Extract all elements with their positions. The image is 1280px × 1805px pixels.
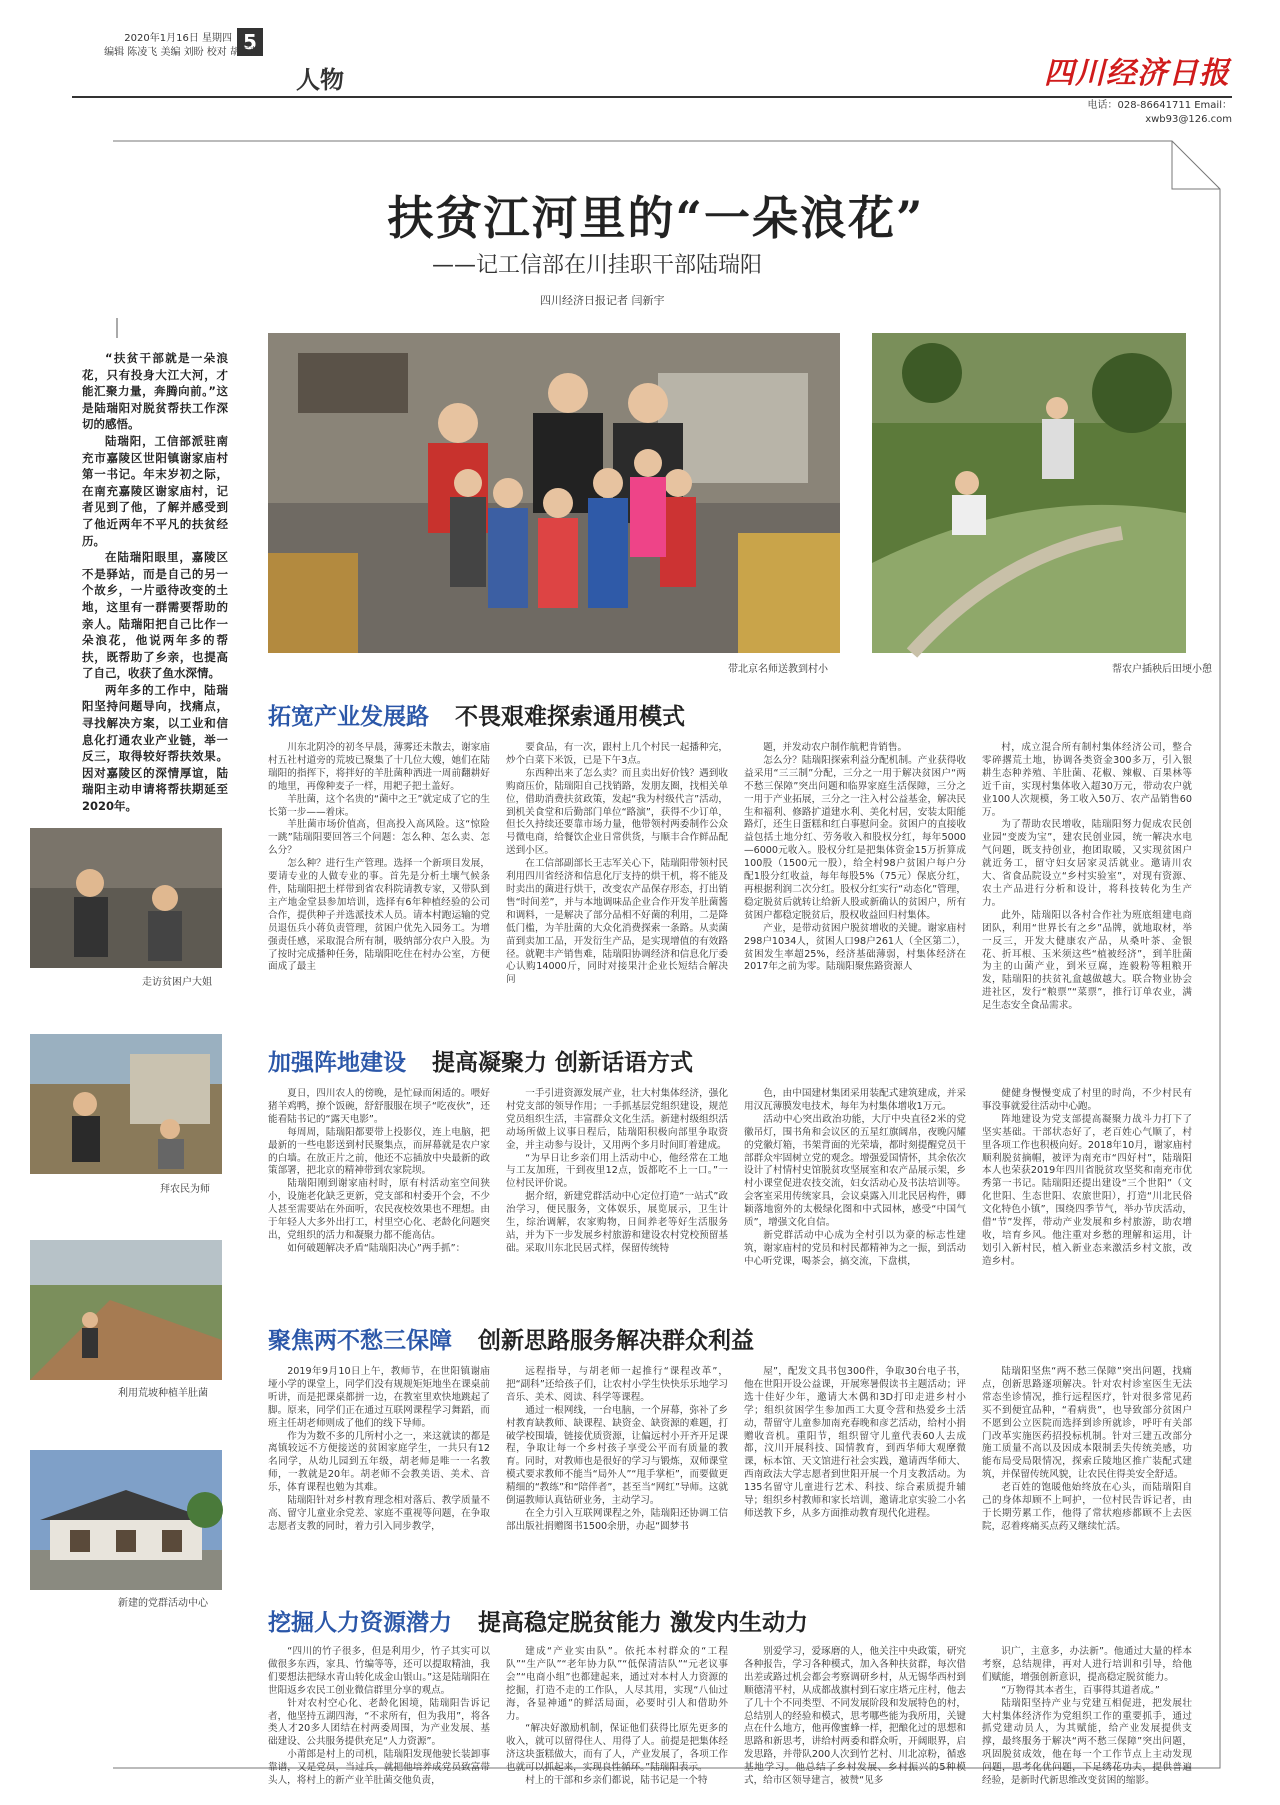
section-2-col-2	[506, 1088, 728, 1310]
section-3-head-secondary: 创新思路服务解决群众利益	[478, 1327, 754, 1354]
section-4-col-1	[268, 1646, 490, 1787]
header-rule	[72, 96, 1232, 98]
s1c3-p1: 题，并发动农户制作航粑肯销售。	[763, 742, 908, 753]
section-1-col-4	[982, 742, 1192, 1032]
lead-p1: “扶贫干部就是一朵浪花，只有投身大江大河，才能汇聚力量，奔腾向前。”这是陆瑞阳对脱贫帮扶工作深切的感悟。	[82, 351, 228, 432]
s2c2-p3: 据介绍，新建党群活动中心定位打造“一站式”政治学习，便民服务，文体娱乐，展览展示，卫生计生，综治调解，农家购物，日间养老等好生活服务站，并为下一步发展乡村旅游和建设农村党校预留基础。采取川东北民居式样，保留传统特	[506, 1191, 728, 1254]
lead-p2: 陆瑞阳，工信部派驻南充市嘉陵区世阳镇谢家庙村第一书记。年末岁初之际，在南充嘉陵区谢家庙村，记者见到了他，了解并感受到了他近两年不平凡的扶贫经历。	[82, 433, 228, 548]
s2c3-p1: 色，由中国建材集团采用装配式建筑建成，并采用汉瓦薄膜发电技术，每年为村集体增收1万元。	[744, 1088, 966, 1112]
s4c4-p1: 识广，主意多，办法新”。他通过大量的样本考察，总结规律，再对人进行培训和引导，给他们赋能，增强创新意识，提高稳定脱贫能力。	[982, 1646, 1192, 1683]
s1c2-p2: 东西种出来了怎么卖？而且卖出好价钱？遇到收购商压价，陆瑞阳自己找销路，发朋友圈，找相关单位，借助消费扶贫政策，发起“我为村级代言”活动，到机关食堂和后勤部门单位“路演”，获得不少订单，但长久持续还要靠市场力量，他带领村两委制作公众号微电商，给餐饮企业日常供货，与顺丰合作鲜品配送到小区。	[506, 767, 728, 857]
s4c2-p2: “解决好激励机制，保证他们获得比原先更多的收入，就可以留得住人、用得了人。前提是把集体经济这块蛋糕做大，而有了人，产业发展了，各项工作也就可以抓起来，实现良性循环。”陆瑞阳表示。	[506, 1723, 728, 1774]
article-title: 扶贫江河里的“一朵浪花”	[387, 191, 925, 245]
section-4-col-4	[982, 1646, 1192, 1787]
byline: 四川经济日报记者 闫新宇	[540, 294, 665, 307]
section-3-col-3	[744, 1366, 966, 1592]
section-1-col-3	[744, 742, 966, 1032]
s1c2-p3: 在工信部副部长王志军关心下，陆瑞阳带领村民利用四川省经济和信息化厅支持的烘干机，将不能及时卖出的菌进行烘干，改变农产品保存形态，打出销售“时间差”，并与本地调味品企业合作开发羊肚菌酱和调料，一是解决了部分品相不好菌的利用，二是降低门槛，为羊肚菌的大众化消费探索一条路。从卖菌苗到卖加工品，开发衍生产品，是实现增值的有效路径。就靶丰产销售难，陆瑞阳协调经济和信息化厅委心认购14000斤，同时对接果汁企业长短结合解决问	[506, 858, 728, 986]
section-3-heading	[268, 1322, 754, 1355]
s3c4-p1: 陆瑞阳坚焦“两不愁三保障”突出问题，找痛点，创新思路逐项解决。针对农村诊室医生无法常态坐诊情况，推行远程医疗，针对很多常见药买不到便宜品种，“看病贵”，也导致部分贫困户不愿到公立医院而选择到诊所就诊，呼吁有关部门改革实施医药招投标机制。针对三建五改部分施工质量不高以及因成本限制丢失传统美感，功能布局受局限情况，探索丘陵地区推广装配式建筑，并保留传统风貌，让农民住得美安全舒适。	[982, 1366, 1192, 1481]
s3c2-p1: 远程指导，与胡老师一起推行“课程改革”，把“副科”还给孩子们，让农村小学生快快乐乐地学习音乐、美术、阅读、科学等课程。	[506, 1366, 728, 1403]
s3c2-p2: 通过一根网线，一台电脑，一个屏幕，弥补了乡村教育缺教师、缺课程、缺资金、缺资源的难题，打破学校围墙，链接优质资源，让偏远村小开齐开足课程，争取让每一个乡村孩子享受公平而有质量的教育。同时，对教师也是很好的学习与锻炼，双师课堂模式要求教师不能当“局外人”“甩手掌柜”，而要做更精细的“教练”和“陪伴者”，甚至当“网红”导师。这就倒逼教师认真钻研业务，主动学习。	[506, 1404, 728, 1507]
section-3-col-2	[506, 1366, 728, 1592]
date-line: 2020年1月16日 星期四	[124, 33, 232, 44]
contact-line: 电话：028-86641711 Email：xwb93@126.com	[1087, 100, 1232, 125]
side-photo-4-caption: 新建的党群活动中心	[118, 1598, 208, 1609]
side-photo-2	[30, 1034, 222, 1174]
main-photo	[268, 333, 840, 653]
s4c2-p1: 建成“产业实由队”。依托本村群众的“工程队”“生产队”“老年协力队”“低保清洁队”“元老议事会”“电商小组”也都建起来，通过对本村人力资源的挖掘，打造不走的工作队，人尽其用，实现“八仙过海，各显神通”的鲜活局面，必要时引人和借助外力。	[506, 1646, 728, 1722]
section-2-col-1	[268, 1088, 490, 1310]
side-photo-2-caption: 拜农民为师	[160, 1184, 210, 1195]
s4c1-p3: 小莆郎是村上的司机，陆瑞阳发现他驶长装卸事靠谱，又是党员，当过兵，就把他培养成党员致富带头人，将村上的新产业羊肚菌交他负责，	[268, 1749, 490, 1787]
section-2-col-4	[982, 1088, 1192, 1310]
masthead: 四川经济日报	[1044, 56, 1230, 91]
s1c1-p2: 羊肚菌，这个名贵的“菌中之王”就定成了它的生长第一步——着床。	[268, 793, 490, 818]
side-photo-1-caption: 走访贫困户大姐	[142, 977, 212, 988]
s2c2-p1: 一手引进资源发展产业，壮大村集体经济，强化村党支部的领导作用；一手抓基层党组织建设，规范党员组织生活，丰富群众文化生活。新建村级组织活动场所做上议事日程后，陆瑞阳积极向部里争取资金，并主动参与设计，又用两个多月时间盯着建成。	[506, 1088, 728, 1151]
section-4-head-primary: 挖掘人力资源潜力	[268, 1609, 452, 1636]
s2c3-p2: 活动中心突出政治功能，大厅中央直径2米的党徽吊灯，围书角和会议区的五星红旗阔帛，夜晚闪耀的党徽灯箱，书架背面的光荣墙，都时刻提醒党员干部群众牢固树立党的观念。增强爱国情怀，其余依次设计了村情村史馆脱贫攻坚展室和农产品展示架，乡村小课堂促进农技交流，妇女活动心及书法培训等。会客室采用传统家具，会议桌露入川北民居构件，卿颖落地窗外的太极绿化图和中式园林，感受“中国气质”，增强文化自信。	[744, 1113, 966, 1229]
s1c1-p1: 川东北阴冷的初冬早晨，薄雾还未散去，谢家庙村五社村道旁的荒坡已聚集了十几位大嫂，她们在陆瑞阳的指挥下，将拌好的羊肚菌种洒进一周前翻耕好的地里，再像种麦子一样，用耙子把土盖好。	[268, 742, 490, 792]
side-photo-4	[30, 1450, 222, 1590]
lead-marker-icon	[112, 318, 122, 338]
s3c1-p3: 陆瑞阳针对乡村教育理念相对落后、教学质量不高、留守儿童业余党差、家庭不重视等问题，在争取志愿者支教的同时，着力引入同步教学，	[268, 1495, 490, 1532]
s2c1-p4: 如何破题解决矛盾“陆瑞阳决心”两手抓”：	[287, 1242, 466, 1254]
section-4-heading	[268, 1604, 808, 1637]
section-3-head-primary: 聚焦两不愁三保障	[268, 1327, 452, 1354]
s2c4-p2: 阵地建设为党支部提高凝聚力战斗力打下了坚实基础。干部状态好了，老百姓心气顺了，村里各项工作也积极向好。2018年10月，谢家庙村顺利脱贫摘帽，被评为南充市“四好村”，陆瑞阳本人也荣获2019年四川省脱贫攻坚奖和南充市优秀第一书记。陆瑞阳还提出建设“三个世阳”（文化世阳、生态世阳、农旅世阳），打造“川北民俗文化特色小镇”，围绕四季节气，举办节庆活动，借“节”发挥，带动产业发展和乡村旅游，助农增收，培育乡风。他注重对乡愁的理解和运用，计划引入新村民，植入新业态来激活乡村文旅，改造乡村。	[982, 1113, 1192, 1267]
article-subtitle: ——记工信部在川挂职干部陆瑞阳	[432, 253, 763, 278]
editors-line: 编辑 陈凌飞 美编 刘盼 校对 胡玉萍	[104, 47, 260, 58]
s4c1-p1: “四川的竹子很多，但是利用少，竹子其实可以做很多东西，家具、竹编等等，还可以提取精油，我们要想法把绿水青山转化成金山银山。”这是陆瑞阳在世阳返乡农民工创业微信群里分享的观点。	[268, 1646, 490, 1696]
section-1-head-secondary: 不畏艰难探索通用模式	[455, 703, 685, 730]
s3c4-p2: 老百姓的饱暖他始终放在心头，而陆瑞阳自己的身体却顾不上呵护，一位村民告诉记者，由于长期劳累工作，他得了常状疱疹都顾不上去医院，忍着疼痛买点药又继续忙活。	[982, 1482, 1192, 1532]
section-3-col-4	[982, 1366, 1192, 1592]
s4c2-p3: 村上的干部和乡亲们都说，陆书记是一个特	[525, 1775, 708, 1787]
side-photo-3-caption: 利用荒坡种植羊肚菌	[118, 1388, 208, 1399]
s1c3-p2: 怎么分？陆瑞阳探索利益分配机制。产业获得收益采用“三三制”分配，三分之一用于解决贫困户“两不愁三保障”突出问题和临界家庭生活保障，三分之一用于产业拓展，三分之一注入村公益基金，解决民生和福利、修路扩道建水利、美化村居，安装太阳能路灯，还生日蛋糕和红白事慰问金。贫困户的直接收益包括土地分红、劳务收入和股权分红，每年5000—6000元收入。股权分红是把集体资金15万折算成100股（1500元一股），给全村98户贫困户每户分配1股分红收益，每年每股5%（75元）保底分红，再根据利润二次分红。股权分红实行“动态化”管理，稳定脱贫后就转让给新人股或新确认的贫困户，所有贫困户都稳定脱贫后，股权收益回归村集体。	[744, 754, 966, 921]
s4c3-p1: 别爱学习，爱琢磨的人，他关注中央政策，研究各种报告，学习各种模式，加入各种扶贫群，每次借出差或路过机会都会考察调研乡村，从无锡华西村到顺德清平村，从成都战旗村到石家庄塔元庄村，他去了几十个不同类型、不同发展阶段和发展特色的村，总结别人的经验和模式，思考哪些能为我所用，关键点在什么地方，他再像蜜蜂一样，把酿化过的思想和思路和新思考，讲给村两委和群众听，开阔眼界，启发思路，并带队200人次到竹艺村、川北凉粉，循惑基地学习。他总结了乡村发展、乡村振兴的5种模式，给市区领导建言，被赞“见多	[744, 1646, 966, 1787]
section-1-col-1	[268, 742, 490, 1032]
s1c1-p4: 怎么种？进行生产管理。选择一个新项目发展，要请专业的人做专业的事。首先是分析土壤气候条件，陆瑞阳把土样带到省农科院请教专家，又带队到主产地金堂县参加培训，选择有6年种植经验的公司合作，提供种子并选派技术人员。请本村跑运输的党员退伍兵小蒋负责管理，贫困户优先入园务工。为增强责任感，采取混合所有制，吸纳部分农户入股。为了按时完成播种任务，陆瑞阳吃住在村办公室，方便面成了最主	[268, 858, 490, 973]
s3c3-p1: 屋”，配发文具书包300件，争取30台电子书，他在世阳开设公益课，开展寒暑假读书主题活动；评选十佳好少年，邀请大木偶和3D打印走进乡村小学；组织贫困学生参加西工大夏令营和热爱乡土活动，帮留守儿童参加南充春晚和彦艺活动，给村小捐赠收音机。重阳节，组织留守儿童代表60人去成都，汶川开展科技、国情教育，到西华师大观摩微课，标本馆、天文馆进行社会实践，邀请西华师大、西南政法大学志愿者到世阳开展一个月支教活动。为135名留守儿童进行艺术、科技、综合素质提升辅导；组织乡村教师和家长培训，邀请北京实验二小名师送教下乡，从多方面推动教育现代化进程。	[744, 1366, 966, 1519]
s3c1-p2: 作为为数不多的几所村小之一，来这就读的都是离镇较远不方便接送的贫困家庭学生，一共只有12名同学，从幼儿园到五年级，胡老师是唯一一名教师，一教就是20年。胡老师不会教美语、美术、音乐，体育课程也勉为其难。	[268, 1430, 490, 1494]
s2c1-p3: 陆瑞阳刚到谢家庙村时，原有村活动室空间狭小，设施老化缺乏更新，党支部和村委开个会，不少人甚至需要站在外面听，农民夜校效果也不理想。由于年轻人大多外出打工，村里空心化、老龄化问题突出，党组织的活力和凝聚力都不能高估。	[268, 1178, 490, 1241]
s4c4-p2: “万物得其本者生，百事得其道者成。”	[1001, 1684, 1160, 1696]
right-photo-caption: 帮农户插秧后田埂小憩	[1112, 664, 1212, 675]
s1c4-p3: 此外，陆瑞阳以各村合作社为班底组建电商团队，利用“世界长有之乡”品牌，就地取材，举一反三，开发大健康农产品，从桑叶茶、金银花、折耳根、玉米须这些“植被经济”，到羊肚菌为主的山菌产业，到米豆腐，连毅粉等粗粮开发，陆瑞阳的扶贫礼盒越做越大。联合物业协会进社区，发行“粮票”“菜票”，推行订单农业，满足生态安全食品需求。	[982, 909, 1192, 1012]
section-1-col-2	[506, 742, 728, 1032]
main-photo-caption: 带北京名师送教到村小	[728, 664, 828, 675]
section-2-head-primary: 加强阵地建设	[268, 1049, 406, 1076]
section-4-col-2	[506, 1646, 728, 1787]
s2c1-p2: 每周周，陆瑞阳都要带上投影仪，连上电脑，把最新的一些电影送到村民聚集点，而屏幕就是农户家的白墙。在放正片之前，他还不忘插放中央最新的政策部署，把北京的精神带到农家院坝。	[268, 1126, 490, 1177]
lead-paragraphs	[82, 350, 228, 815]
s4c1-p2: 针对农村空心化、老龄化困境，陆瑞阳告诉记者，他坚持五湖四海，“不求所有，但为我用”，将各类人才20多人团结在村两委周围，为产业发展、基础建设、公共服务提供充足“人力资源”。	[268, 1697, 490, 1748]
right-photo	[872, 333, 1186, 653]
s1c2-p1: 要食品，有一次，跟村上几个村民一起播种完，炒个白菜下米饭，已是下午3点。	[506, 742, 728, 766]
s2c3-p3: 新党群活动中心成为全村引以为豪的标志性建筑，谢家庙村的党员和村民都精神为之一振，到活动中心听党课，喝茶会，搞交流，下盘棋，	[744, 1229, 966, 1267]
section-1-heading	[268, 698, 685, 731]
section-2-head-secondary: 提高凝聚力 创新话语方式	[432, 1049, 694, 1076]
section-4-head-secondary: 提高稳定脱贫能力 激发内生动力	[478, 1609, 809, 1636]
section-2-col-3	[744, 1088, 966, 1310]
section-3-col-1	[268, 1366, 490, 1592]
side-photo-1	[30, 828, 222, 968]
section-1-head-primary: 拓宽产业发展路	[268, 703, 429, 730]
page-number: 5	[237, 28, 263, 56]
s2c1-p1: 夏日，四川农人的傍晚，是忙碌而闲适的。喂好猪羊鸡鸭，撩个饭碗，舒舒服服在坝子“吃夜伙”，还能看陆书记的“露天电影”。	[268, 1088, 490, 1125]
s4c4-p3: 陆瑞阳坚持产业与党建互相促进，把发展壮大村集体经济作为党组织工作的重要抓手，通过抓党建动员人，为其赋能，给产业发展提供支撑，最终服务于解决“两不愁三保障”突出问题，巩固脱贫成效，他在每一个工作节点上主动发现问题，思考化优问题，下足绣花功夫，提供普遍经验，是新时代新思维改变贫困的缩影。	[982, 1697, 1192, 1787]
section-4-col-3	[744, 1646, 966, 1787]
s2c4-p1: 健健身慢慢变成了村里的时尚，不少村民有事没事就爱往活动中心跑。	[982, 1088, 1192, 1112]
s1c4-p2: 为了帮助农民增收，陆瑞阳努力促成农民创业园“变废为宝”，建农民创业园，统一解决水电气问题，既支持创业，抱团取暖，又实现贫困户就近务工，留守妇女居家灵活就业。邀请川农大、省食品院设立“乡村实验室”，对现有资源、农土产品进行分析和设计，将科技转化为生产力。	[982, 819, 1192, 908]
s3c1-p1: 2019年9月10日上午，教师节，在世阳镇谢庙垭小学的课堂上，同学们没有规规矩矩地坐在课桌前听讲，而是把课桌都拼一边，在教室里欢快地跳起了脚。原来，同学们正在通过互联网课程学习舞蹈，而班主任胡老师则成了他们的线下导师。	[268, 1366, 490, 1429]
s1c4-p1: 村，成立混合所有制村集体经济公司，整合零碎撂荒土地，协调各类资金300多万，引入银耕生态种养殖、羊肚菌、花椒、辣椒、百果林等近千亩，实现村集体收入超30万元，带动农户就业100人次规模，务工收入50万、农产品销售60万。	[982, 742, 1192, 818]
s1c3-p3: 产业，是带动贫困户脱贫增收的关键。谢家庙村298户1034人，贫困人口98户261人（全区第二），贫困发生率超25%，经济基础薄弱，村集体经济在2017年之前为零。陆瑞阳聚焦路资源人	[744, 922, 966, 973]
s1c1-p3: 羊肚菌市场价值高，但高投入高风险。这“惊险一跳”陆瑞阳要回答三个问题：怎么种、怎么卖、怎么分？	[268, 819, 490, 857]
lead-p3: 在陆瑞阳眼里，嘉陵区不是驿站，而是自己的另一个故乡，一片亟待改变的土地，这里有一群需要帮助的亲人。陆瑞阳把自己比作一朵浪花，他说两年多的帮扶，既帮助了乡亲，也提高了自己，收获了鱼水深情。	[82, 550, 228, 681]
s2c2-p2: “为早日让乡亲们用上活动中心，他经常在工地与工友加班，干到夜里12点，饭都吃不上一口。”一位村民评价说。	[506, 1152, 728, 1190]
s3c2-p3: 在全力引入互联网课程之外，陆瑞阳还协调工信部出版社捐赠图书1500余册，办起“圆梦书	[506, 1507, 728, 1532]
section-2-heading	[268, 1044, 693, 1077]
section-name: 人物	[296, 65, 344, 94]
side-photo-3	[30, 1240, 222, 1380]
lead-p4: 两年多的工作中，陆瑞阳坚持问题导向，找痛点，寻找解决方案，以工业和信息化打通农业产业链，举一反三，取得较好帮扶效果。因对嘉陵区的深情厚谊，陆瑞阳主动申请将帮扶期延至2020年。	[82, 682, 228, 814]
